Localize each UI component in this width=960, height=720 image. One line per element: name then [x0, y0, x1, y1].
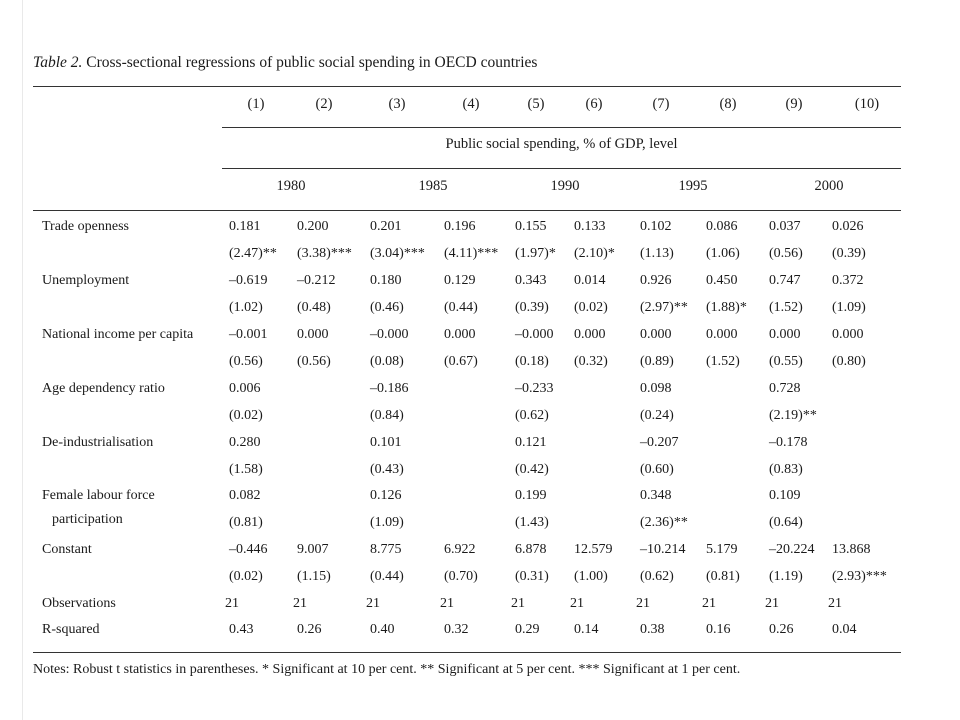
coefficient-cell: 0.155	[515, 219, 547, 234]
t-statistic-cell: (0.43)	[370, 462, 404, 477]
r-squared-cell: 0.38	[640, 622, 665, 637]
t-statistic-cell: (0.56)	[229, 354, 263, 369]
coefficient-cell: 0.000	[640, 327, 672, 342]
coefficient-cell: –0.233	[515, 381, 554, 396]
coefficient-cell: 0.280	[229, 435, 261, 450]
coefficient-cell: 6.922	[444, 542, 476, 557]
t-statistic-cell: (0.08)	[370, 354, 404, 369]
t-statistic-cell: (0.44)	[444, 300, 478, 315]
coefficient-cell: 0.101	[370, 435, 402, 450]
r-squared-label: R-squared	[42, 622, 100, 637]
t-statistic-cell: (1.97)*	[515, 246, 556, 261]
coefficient-cell: 5.179	[706, 542, 738, 557]
observations-cell: 21	[702, 596, 716, 611]
t-statistic-cell: (0.46)	[370, 300, 404, 315]
coefficient-cell: 0.181	[229, 219, 261, 234]
coefficient-cell: –0.001	[229, 327, 268, 342]
t-statistic-cell: (2.97)**	[640, 300, 688, 315]
column-number-7: (7)	[652, 96, 670, 112]
columns-rule	[222, 127, 901, 128]
table-notes: Notes: Robust t statistics in parentheses. * Significant at 10 per cent. ** Significant at 5 per cent. *** Significant at 1 per cent.	[33, 662, 741, 677]
t-statistic-cell: (0.48)	[297, 300, 331, 315]
t-statistic-cell: (1.06)	[706, 246, 740, 261]
t-statistic-cell: (0.02)	[229, 569, 263, 584]
t-statistic-cell: (1.52)	[706, 354, 740, 369]
coefficient-cell: 0.000	[297, 327, 329, 342]
t-statistic-cell: (1.13)	[640, 246, 674, 261]
year-label-1995: 1995	[678, 178, 708, 194]
coefficient-cell: 0.348	[640, 488, 672, 503]
row-label: participation	[52, 512, 123, 527]
coefficient-cell: 0.121	[515, 435, 547, 450]
year-label-2000: 2000	[814, 178, 844, 194]
coefficient-cell: –0.619	[229, 273, 268, 288]
coefficient-cell: –0.178	[769, 435, 808, 450]
t-statistic-cell: (0.56)	[769, 246, 803, 261]
column-number-2: (2)	[315, 96, 333, 112]
coefficient-cell: –0.186	[370, 381, 409, 396]
coefficient-cell: 0.037	[769, 219, 801, 234]
coefficient-cell: 0.129	[444, 273, 476, 288]
column-number-10: (10)	[854, 96, 880, 112]
coefficient-cell: –0.000	[370, 327, 409, 342]
coefficient-cell: 0.109	[769, 488, 801, 503]
year-label-1980: 1980	[276, 178, 306, 194]
t-statistic-cell: (1.19)	[769, 569, 803, 584]
coefficient-cell: 0.000	[832, 327, 864, 342]
coefficient-cell: 9.007	[297, 542, 329, 557]
t-statistic-cell: (0.80)	[832, 354, 866, 369]
coefficient-cell: 0.201	[370, 219, 402, 234]
t-statistic-cell: (4.11)***	[444, 246, 499, 261]
t-statistic-cell: (0.70)	[444, 569, 478, 584]
coefficient-cell: –0.212	[297, 273, 336, 288]
column-number-9: (9)	[785, 96, 803, 112]
r-squared-cell: 0.29	[515, 622, 540, 637]
depvar-rule	[222, 168, 901, 169]
r-squared-cell: 0.40	[370, 622, 395, 637]
coefficient-cell: 13.868	[832, 542, 871, 557]
bottom-rule	[33, 652, 901, 653]
column-number-3: (3)	[388, 96, 406, 112]
column-number-6: (6)	[585, 96, 603, 112]
t-statistic-cell: (1.52)	[769, 300, 803, 315]
t-statistic-cell: (0.84)	[370, 408, 404, 423]
t-statistic-cell: (0.39)	[515, 300, 549, 315]
coefficient-cell: 0.026	[832, 219, 864, 234]
t-statistic-cell: (1.88)*	[706, 300, 747, 315]
t-statistic-cell: (0.81)	[706, 569, 740, 584]
year-label-1990: 1990	[550, 178, 580, 194]
coefficient-cell: 0.728	[769, 381, 801, 396]
t-statistic-cell: (0.18)	[515, 354, 549, 369]
coefficient-cell: –10.214	[640, 542, 686, 557]
coefficient-cell: –0.446	[229, 542, 268, 557]
t-statistic-cell: (0.56)	[297, 354, 331, 369]
row-label: Constant	[42, 542, 92, 557]
coefficient-cell: 0.747	[769, 273, 801, 288]
coefficient-cell: 12.579	[574, 542, 613, 557]
t-statistic-cell: (0.62)	[515, 408, 549, 423]
t-statistic-cell: (0.32)	[574, 354, 608, 369]
observations-cell: 21	[570, 596, 584, 611]
observations-cell: 21	[828, 596, 842, 611]
coefficient-cell: 0.006	[229, 381, 261, 396]
page-edge-line	[22, 0, 23, 720]
t-statistic-cell: (2.10)*	[574, 246, 615, 261]
coefficient-cell: 0.086	[706, 219, 738, 234]
row-label: Age dependency ratio	[42, 381, 165, 396]
t-statistic-cell: (2.47)**	[229, 246, 277, 261]
t-statistic-cell: (1.58)	[229, 462, 263, 477]
row-label: Unemployment	[42, 273, 130, 288]
dependent-variable-header: Public social spending, % of GDP, level	[445, 136, 678, 152]
row-label: National income per capita	[42, 327, 194, 342]
observations-cell: 21	[765, 596, 779, 611]
coefficient-cell: 0.000	[574, 327, 606, 342]
column-number-4: (4)	[462, 96, 480, 112]
row-label: Female labour force	[42, 488, 155, 503]
observations-cell: 21	[293, 596, 307, 611]
coefficient-cell: 0.098	[640, 381, 672, 396]
t-statistic-cell: (1.09)	[370, 515, 404, 530]
table-caption: Cross-sectional regressions of public social spending in OECD countries	[86, 54, 538, 71]
t-statistic-cell: (0.39)	[832, 246, 866, 261]
t-statistic-cell: (3.04)***	[370, 246, 425, 261]
coefficient-cell: 0.082	[229, 488, 261, 503]
observations-cell: 21	[636, 596, 650, 611]
column-number-5: (5)	[527, 96, 545, 112]
year-label-1985: 1985	[418, 178, 448, 194]
header-bottom-rule	[33, 210, 901, 211]
t-statistic-cell: (0.31)	[515, 569, 549, 584]
observations-label: Observations	[42, 596, 116, 611]
t-statistic-cell: (1.15)	[297, 569, 331, 584]
t-statistic-cell: (2.19)**	[769, 408, 817, 423]
coefficient-cell: 0.343	[515, 273, 547, 288]
coefficient-cell: –0.000	[515, 327, 554, 342]
coefficient-cell: 0.133	[574, 219, 606, 234]
t-statistic-cell: (0.64)	[769, 515, 803, 530]
t-statistic-cell: (0.62)	[640, 569, 674, 584]
coefficient-cell: –0.207	[640, 435, 679, 450]
observations-cell: 21	[440, 596, 454, 611]
row-label: Trade openness	[42, 219, 129, 234]
r-squared-cell: 0.32	[444, 622, 469, 637]
r-squared-cell: 0.26	[297, 622, 322, 637]
t-statistic-cell: (2.93)***	[832, 569, 887, 584]
coefficient-cell: 0.180	[370, 273, 402, 288]
coefficient-cell: 0.126	[370, 488, 402, 503]
coefficient-cell: 0.102	[640, 219, 672, 234]
t-statistic-cell: (0.81)	[229, 515, 263, 530]
coefficient-cell: 0.000	[444, 327, 476, 342]
top-rule	[33, 86, 901, 87]
t-statistic-cell: (0.89)	[640, 354, 674, 369]
t-statistic-cell: (3.38)***	[297, 246, 352, 261]
table-number: Table 2.	[33, 54, 83, 71]
t-statistic-cell: (0.55)	[769, 354, 803, 369]
coefficient-cell: –20.224	[769, 542, 815, 557]
t-statistic-cell: (0.02)	[574, 300, 608, 315]
observations-cell: 21	[511, 596, 525, 611]
t-statistic-cell: (0.60)	[640, 462, 674, 477]
r-squared-cell: 0.04	[832, 622, 857, 637]
column-number-8: (8)	[719, 96, 737, 112]
r-squared-cell: 0.43	[229, 622, 254, 637]
coefficient-cell: 6.878	[515, 542, 547, 557]
column-number-1: (1)	[247, 96, 265, 112]
r-squared-cell: 0.26	[769, 622, 794, 637]
t-statistic-cell: (2.36)**	[640, 515, 688, 530]
t-statistic-cell: (1.09)	[832, 300, 866, 315]
t-statistic-cell: (0.42)	[515, 462, 549, 477]
coefficient-cell: 0.199	[515, 488, 547, 503]
r-squared-cell: 0.14	[574, 622, 599, 637]
t-statistic-cell: (0.44)	[370, 569, 404, 584]
r-squared-cell: 0.16	[706, 622, 731, 637]
t-statistic-cell: (1.00)	[574, 569, 608, 584]
row-label: De-industrialisation	[42, 435, 154, 450]
coefficient-cell: 0.014	[574, 273, 606, 288]
t-statistic-cell: (1.02)	[229, 300, 263, 315]
t-statistic-cell: (0.67)	[444, 354, 478, 369]
t-statistic-cell: (0.24)	[640, 408, 674, 423]
coefficient-cell: 0.372	[832, 273, 864, 288]
coefficient-cell: 0.926	[640, 273, 672, 288]
t-statistic-cell: (1.43)	[515, 515, 549, 530]
t-statistic-cell: (0.02)	[229, 408, 263, 423]
observations-cell: 21	[366, 596, 380, 611]
coefficient-cell: 0.000	[769, 327, 801, 342]
coefficient-cell: 0.196	[444, 219, 476, 234]
table-title	[33, 54, 537, 72]
coefficient-cell: 0.000	[706, 327, 738, 342]
coefficient-cell: 8.775	[370, 542, 402, 557]
coefficient-cell: 0.200	[297, 219, 329, 234]
observations-cell: 21	[225, 596, 239, 611]
t-statistic-cell: (0.83)	[769, 462, 803, 477]
coefficient-cell: 0.450	[706, 273, 738, 288]
